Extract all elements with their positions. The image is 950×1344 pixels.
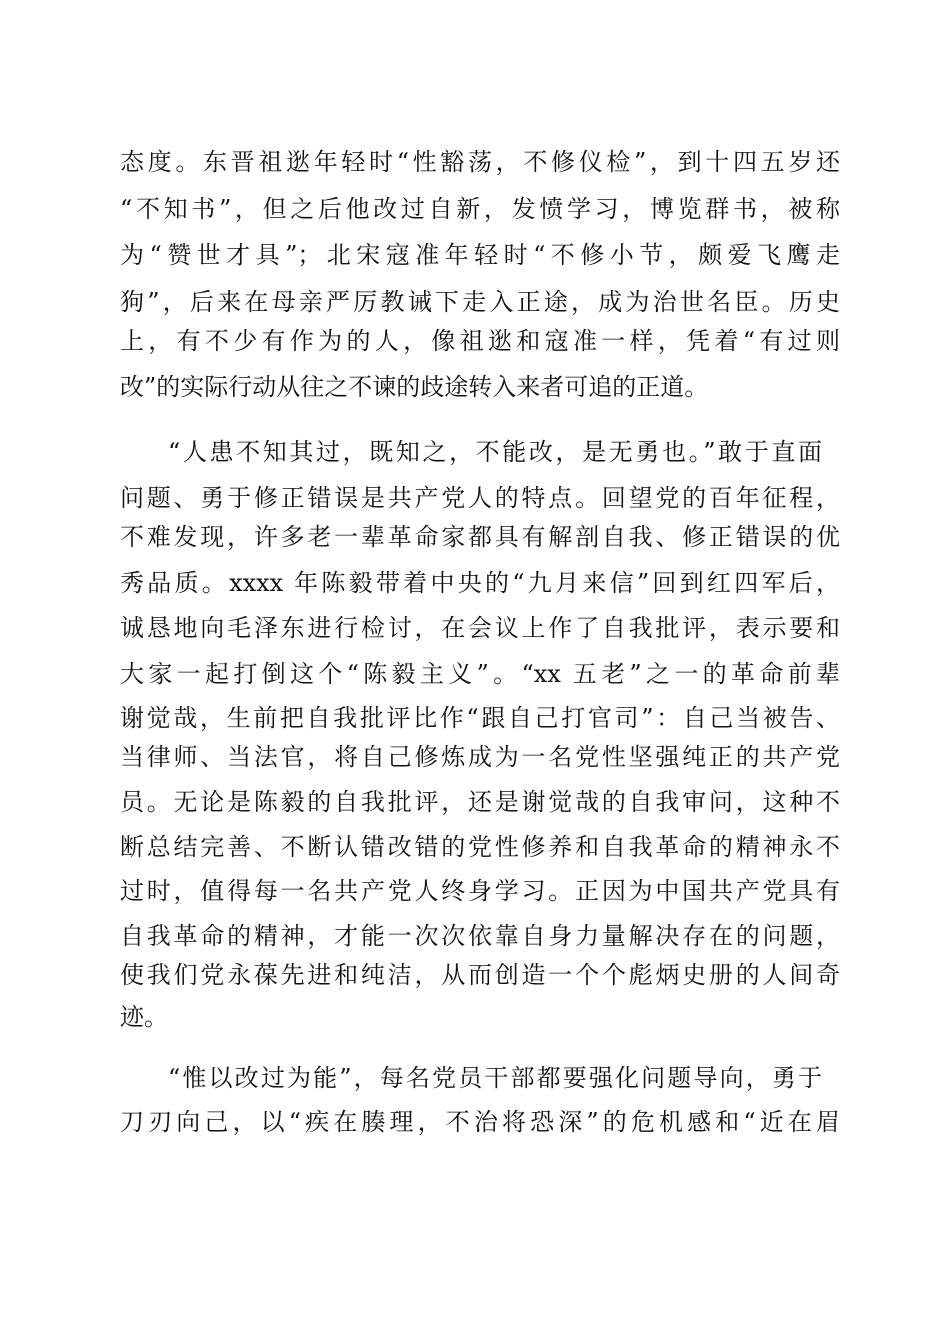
- text-line: 诚恳地向毛泽东进行检讨，在会议上作了自我批评，表示要和: [120, 614, 840, 642]
- text-line: 使我们党永葆先进和纯洁，从而创造一个个彪炳史册的人间奇: [120, 961, 840, 989]
- text-line: 迹。: [120, 1003, 168, 1031]
- text-line: 狗”，后来在母亲严厉教诫下走入正途，成为治世名臣。历史: [120, 288, 840, 316]
- paragraph-first-line: “人患不知其过，既知之，不能改，是无勇也。”敢于直面: [168, 438, 822, 466]
- text-line: 问题、勇于修正错误是共产党人的特点。回望党的百年征程，: [120, 484, 840, 512]
- text-line: 过时，值得每一名共产党人终身学习。正因为中国共产党具有: [120, 877, 840, 905]
- text-line: 谢觉哉，生前把自我批评比作“跟自己打官司”：自己当被告、: [120, 704, 840, 732]
- text-line: 当律师、当法官，将自己修炼成为一名党性坚强纯正的共产党: [120, 743, 840, 771]
- text-line: 秀品质。xxxx 年陈毅带着中央的“九月来信”回到红四军后，: [120, 569, 840, 597]
- text-line: 不难发现，许多老一辈革命家都具有解剖自我、修正错误的优: [120, 523, 840, 551]
- text-line: 刀刃向己，以“疾在腠理，不治将恐深”的危机感和“近在眉: [120, 1108, 840, 1136]
- text-line: 自我革命的精神，才能一次次依靠自身力量解决存在的问题，: [120, 922, 840, 950]
- text-line: 员。无论是陈毅的自我批评，还是谢觉哉的自我审问，这种不: [120, 788, 840, 816]
- text-line: “不知书”，但之后他改过自新，发愤学习，博览群书，被称: [120, 195, 840, 223]
- text-line: 断总结完善、不断认错改错的党性修养和自我革命的精神永不: [120, 833, 840, 861]
- text-line: 改”的实际行动从往之不谏的歧途转入来者可追的正道。: [120, 373, 709, 401]
- text-line: 大家一起打倒这个“陈毅主义”。“xx 五老”之一的革命前辈: [120, 660, 840, 688]
- text-line: 上，有不少有作为的人，像祖逖和寇准一样，凭着“有过则: [120, 327, 840, 355]
- paragraph-first-line: “惟以改过为能”，每名党员干部都要强化问题导向，勇于: [168, 1064, 822, 1092]
- text-line: 为“赞世才具”；北宋寇准年轻时“不修小节，颇爱飞鹰走: [120, 241, 840, 269]
- text-line: 态度。东晋祖逖年轻时“性豁荡，不修仪检”，到十四五岁还: [120, 148, 840, 176]
